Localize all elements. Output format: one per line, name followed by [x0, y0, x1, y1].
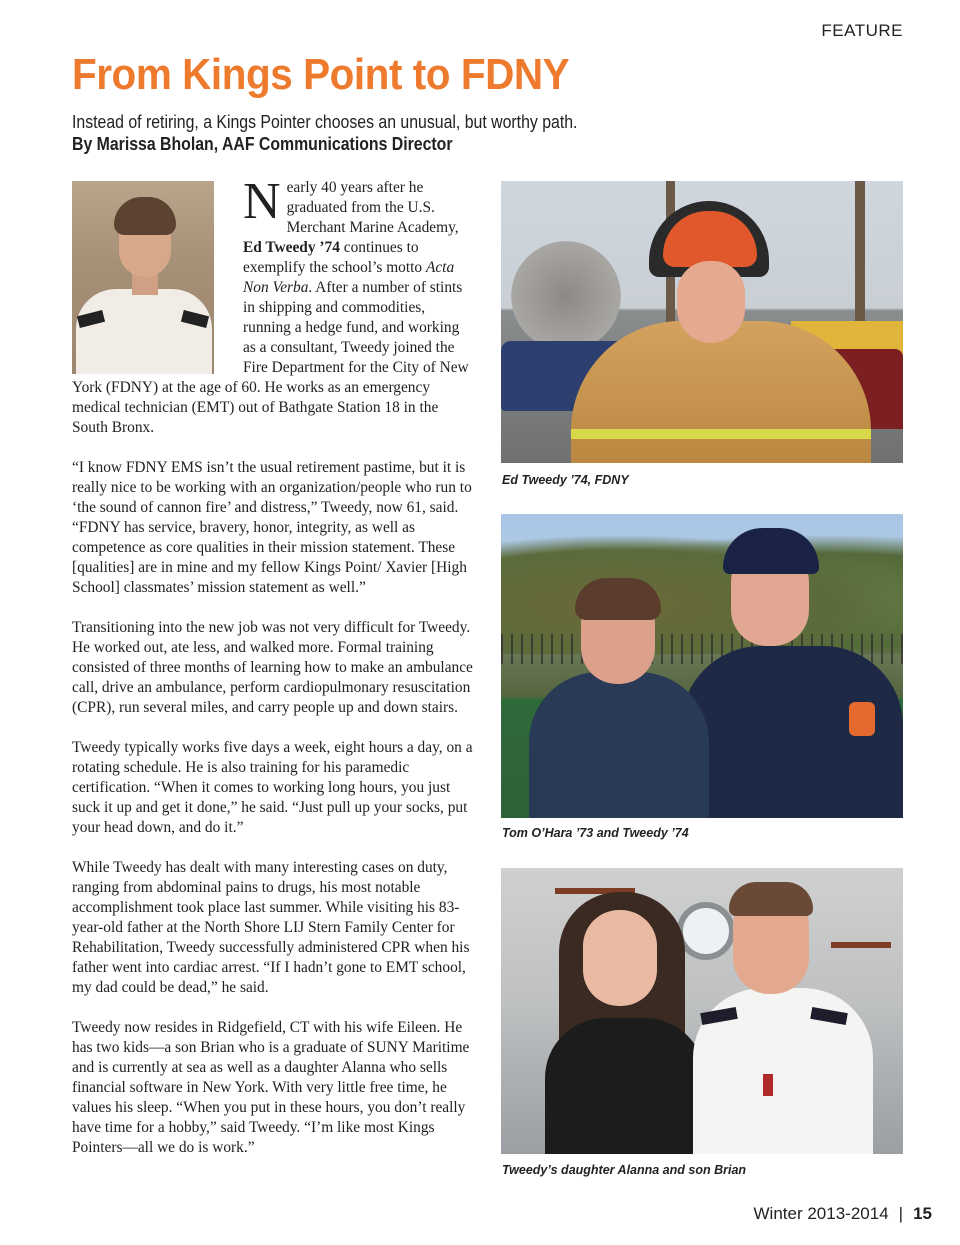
intro-text-b: continues to exemplify the school’s motto	[243, 239, 426, 276]
motto: Acta Non Verba	[243, 259, 455, 296]
photo-caption: Ed Tweedy ’74, FDNY	[502, 473, 629, 487]
issue-label: Winter 2013-2014	[753, 1204, 889, 1223]
paragraph-5: While Tweedy has dealt with many interesting cases on duty, ranging from abdominal pains to drugs, his most notable accomplishment took place last summer. While visiting his 83-year-old father at the North Shore LIJ Stern Family Center for Rehabilitation, Tweedy successfully administered CPR when his father went into cardiac arrest. “If I hadn’t gone to EMT school, my dad could be dead,” he said.	[72, 859, 470, 996]
paragraph-2: “I know FDNY EMS isn’t the usual retirement pastime, but it is really nice to be working with an organization/people who run to ‘the sound of cannon fire’ and distress,” Tweedy, now 61, said. “FDNY has service, bravery, honor, integrity, as well as competence as core qualities in their mission statement. These [qualities] are in mine and my fellow Kings Point/ Xavier [High School] classmates’ mission statement as well.”	[72, 459, 472, 596]
footer-separator: |	[898, 1204, 904, 1223]
paragraph-3: Transitioning into the new job was not very difficult for Tweedy. He worked out, ate less, and walked more. Formal training consisted of three months of learning how to make an ambulance call, drive an ambulance, perform cardiopulmonary resuscitation (CPR), run several miles, and carry people up and down stairs.	[72, 619, 473, 716]
photo-two-men	[501, 514, 903, 818]
photo-firefighter	[501, 181, 903, 463]
article-dek: Instead of retiring, a Kings Pointer chooses an unusual, but worthy path.	[72, 112, 578, 132]
photo-family	[501, 868, 903, 1154]
paragraph-6: Tweedy now resides in Ridgefield, CT with his wife Eileen. He has two kids—a son Brian who is a graduate of SUNY Maritime and is currently at sea as well as a daughter Alanna who sells financial software in New York. With very little free time, he values his sleep. “When you put in these hours, you don’t really have time for a hobby,” said Tweedy. “I’m like most Kings Pointers—all we do is work.”	[72, 1019, 470, 1156]
page-number: 15	[913, 1204, 932, 1223]
intro-text-a: early 40 years after he graduated from the U.S. Merchant Marine Academy,	[286, 179, 459, 236]
page-footer	[754, 1204, 932, 1224]
paragraph-4: Tweedy typically works five days a week, eight hours a day, on a rotating schedule. He is also training for his paramedic certification. “When it comes to working long hours, you just suck it up and get it done,” he said. “Just pull up your socks, put your head down, and do it.”	[72, 739, 473, 836]
article-body	[72, 173, 474, 1178]
subject-name: Ed Tweedy ’74	[243, 239, 340, 256]
article-byline: By Marissa Bholan, AAF Communications Director	[72, 134, 453, 154]
intro-text-c: . After a number of stints in shipping and commodities, running a hedge fund, and working as a consultant, Tweedy joined the Fire Department for the City of New York (FDNY) at the age of 60. He works as an emergency medical technician (EMT) out of Bathgate Station 18 in the South Bronx.	[72, 279, 469, 436]
drop-cap: N	[243, 173, 281, 230]
section-label: FEATURE	[821, 21, 903, 40]
page-title: From Kings Point to FDNY	[72, 50, 570, 99]
photo-caption: Tweedy’s daughter Alanna and son Brian	[502, 1163, 747, 1177]
photo-caption: Tom O’Hara ’73 and Tweedy ’74	[502, 826, 689, 840]
portrait-photo	[72, 181, 214, 374]
